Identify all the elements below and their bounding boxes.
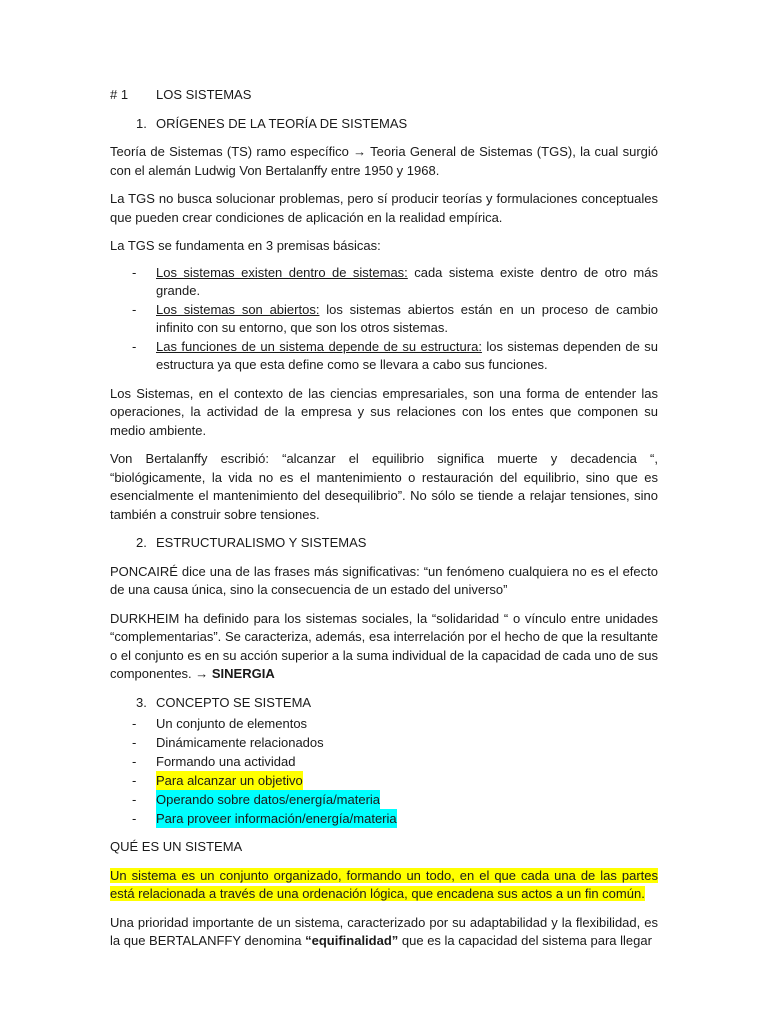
list-dash: -: [132, 735, 137, 750]
list-dash: -: [132, 301, 137, 317]
equifinalidad-term: “equifinalidad”: [305, 933, 399, 948]
concepto-list: [110, 714, 658, 828]
definicion-highlight: Un sistema es un conjunto organizado, formando un todo, en el que cada una de las partes está relacionada a través de una ordenación lógica, que encadena sus actos a un fin común.: [110, 867, 658, 901]
section-heading-que-es: QUÉ ES UN SISTEMA: [110, 839, 243, 854]
premisa-label: Las funciones de un sistema depende de su estructura:: [156, 338, 482, 354]
equifinalidad-text-b: que es la capacidad del sistema para llegar: [398, 933, 652, 948]
paragraph-poncaire: PONCAIRÉ dice una de las frases más significativas: “un fenómeno cualquiera no es el efecto de una causa única, sino la consecuencia de un estado del universo”: [110, 563, 658, 597]
list-item: [110, 338, 658, 375]
premisa-label: Los sistemas existen dentro de sistemas:: [156, 264, 408, 280]
list-dash: -: [132, 264, 137, 280]
main-heading-title: LOS SISTEMAS: [156, 87, 252, 102]
concepto-item-highlighted: Para proveer información/energía/materia: [156, 811, 397, 826]
section-heading-3: [136, 694, 658, 713]
premisa-label: Los sistemas son abiertos:: [156, 301, 320, 317]
section-2-title: ESTRUCTURALISMO Y SISTEMAS: [156, 535, 367, 550]
list-dash: -: [132, 811, 137, 826]
list-item: [110, 733, 658, 752]
premisa-text: los sistemas dependen de su estructura ya que esta define como se llevara a cabo sus funciones.: [156, 338, 658, 372]
list-item: [110, 301, 658, 338]
concepto-item: Dinámicamente relacionados: [156, 735, 324, 750]
paragraph-durkheim: [110, 610, 658, 684]
list-dash: -: [132, 338, 137, 354]
paragraph-equifinalidad: [110, 914, 658, 951]
equifinalidad-text-a: Una prioridad importante de un sistema, caracterizado por su adaptabilidad y la flexibilidad, es la que BERTALANFFY denomina: [110, 914, 658, 948]
section-2-number: 2.: [136, 535, 147, 550]
main-heading: [110, 86, 658, 105]
paragraph-definicion-sistema: [110, 867, 658, 904]
premisa-text: los sistemas abiertos están en un proceso de cambio infinito con su entorno, que son los otros sistemas.: [156, 301, 658, 335]
section-heading-2: [136, 534, 658, 553]
premisas-list: [110, 264, 658, 375]
main-heading-number: # 1: [110, 87, 129, 102]
durkheim-text: DURKHEIM ha definido para los sistemas sociales, la “solidaridad “ o vínculo entre unidades “complementarias”. Se caracteriza, además, esa interrelación por el hecho de que la resultante o el conjunto es en su acción superior a la suma individual de la capacidad de cada uno de sus componentes. →: [110, 610, 658, 681]
section-1-title: ORÍGENES DE LA TEORÍA DE SISTEMAS: [156, 115, 408, 131]
section-1-number: 1.: [136, 115, 147, 131]
paragraph-tgs-origin: Teoría de Sistemas (TS) ramo específico → Teoria General de Sistemas (TGS), la cual surgió con el alemán Ludwig Von Bertalanffy entre 1950 y 1968.: [110, 144, 658, 178]
paragraph-sistemas-empresariales: Los Sistemas, en el contexto de las ciencias empresariales, son una forma de entender las operaciones, la actividad de la empresa y sus relaciones con los entes que componen su medio ambiente.: [110, 385, 658, 438]
section-3-title: CONCEPTO SE SISTEMA: [156, 694, 312, 710]
concepto-item: Un conjunto de elementos: [156, 716, 308, 731]
sinergia-term: SINERGIA: [211, 666, 275, 681]
list-item: [110, 752, 658, 771]
list-item: [110, 714, 658, 733]
paragraph-bertalanffy-quote: Von Bertalanffy escribió: “alcanzar el equilibrio significa muerte y decadencia “, “biológicamente, la vida no es el mantenimiento o restauración del equilibrio, sino que es esencialmente el mantenimiento del desequilibrio”. No sólo se tiende a relajar tensiones, sino también a construir sobre tensiones.: [110, 451, 658, 522]
list-item: [110, 790, 658, 809]
concepto-item-highlighted: Operando sobre datos/energía/materia: [156, 792, 381, 807]
list-item: [110, 809, 658, 828]
concepto-item-highlighted: Para alcanzar un objetivo: [156, 773, 303, 788]
section-3-number: 3.: [136, 694, 147, 710]
list-dash: -: [132, 716, 137, 731]
list-item: [110, 771, 658, 790]
paragraph-tgs-purpose: La TGS no busca solucionar problemas, pero sí producir teorías y formulaciones conceptuales que pueden crear condiciones de aplicación en la realidad empírica.: [110, 191, 658, 225]
premisa-text: cada sistema existe dentro de otro más grande.: [156, 264, 658, 298]
list-item: [110, 264, 658, 301]
list-dash: -: [132, 792, 137, 807]
list-dash: -: [132, 773, 137, 788]
paragraph-premisas-intro: La TGS se fundamenta en 3 premisas básicas:: [110, 238, 381, 253]
list-dash: -: [132, 754, 137, 769]
concepto-item: Formando una actividad: [156, 754, 296, 769]
section-heading-1: [136, 115, 658, 134]
